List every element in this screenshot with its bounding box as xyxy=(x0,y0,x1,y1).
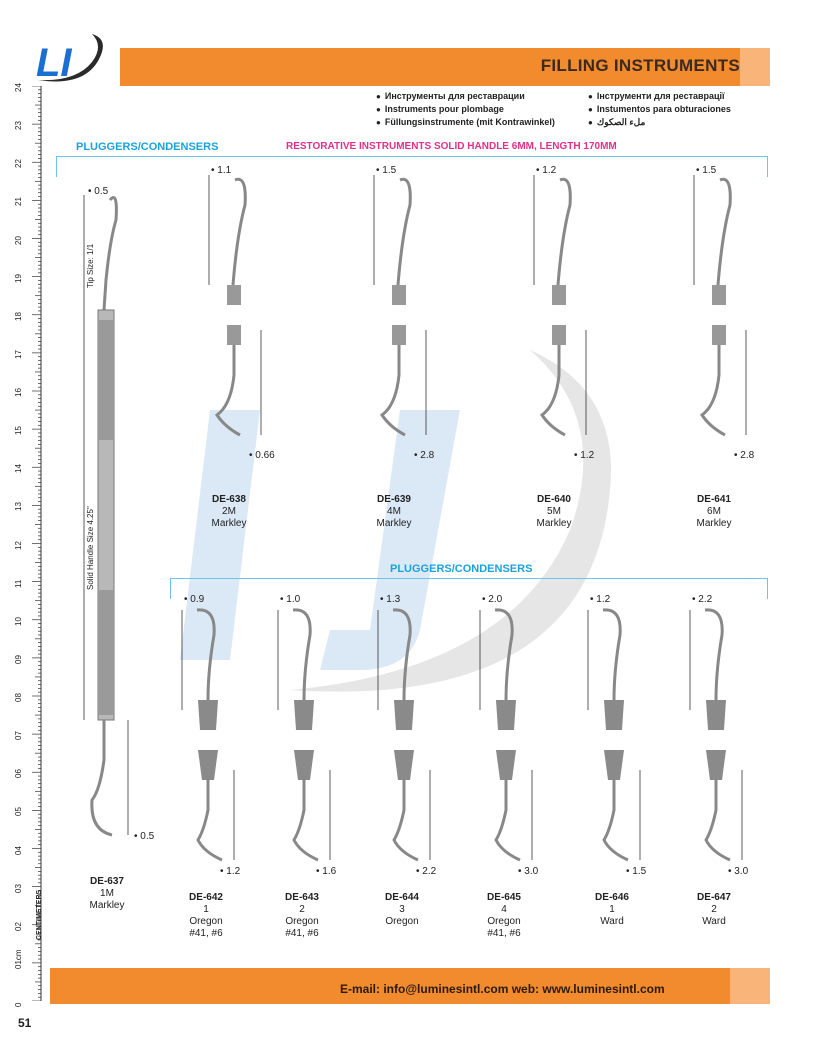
de637-top-dim: 0.5 xyxy=(94,186,109,197)
product-row1-3 xyxy=(674,494,754,530)
ruler-mark-label: 06 xyxy=(14,769,23,779)
instrument-row2-5 xyxy=(680,590,770,890)
product-code: DE-640 xyxy=(537,494,571,505)
row1-top-dim: • 1.5 xyxy=(696,165,717,176)
ruler xyxy=(30,86,42,1001)
ruler-mark-label: 04 xyxy=(14,845,23,855)
ruler-mark-label: 22 xyxy=(14,159,23,169)
ruler-mark-label: 11 xyxy=(14,579,23,588)
ruler-mark-label: 20 xyxy=(14,235,23,245)
row2-top-dim: • 1.2 xyxy=(590,594,611,605)
page-number: 51 xyxy=(18,1016,32,1030)
page-title: FILLING INSTRUMENTS xyxy=(540,56,740,75)
product-size: 2 xyxy=(711,904,717,915)
lang-ru: Инструменты для реставрации xyxy=(384,91,525,101)
instrument-row1-3 xyxy=(680,165,770,465)
product-name: Markley xyxy=(376,518,412,529)
instrument-row2-2 xyxy=(368,590,458,890)
row2-top-dim: • 1.3 xyxy=(380,594,401,605)
product-name: Ward xyxy=(600,916,624,927)
product-size: 1 xyxy=(203,904,209,915)
ruler-mark-label: 13 xyxy=(14,502,23,512)
ruler-mark-label: 08 xyxy=(14,693,23,702)
ruler-mark-label: 23 xyxy=(14,121,23,131)
product-size: 4M xyxy=(387,506,401,517)
row2-top-dim: • 0.9 xyxy=(184,594,205,605)
instrument-row2-1 xyxy=(268,590,358,890)
ruler-mark-label: 16 xyxy=(14,388,23,397)
row1-top-dim: • 1.5 xyxy=(376,165,397,176)
ruler-mark-label: 07 xyxy=(14,731,23,741)
ruler-mark-label: 10 xyxy=(14,616,23,626)
row1-bottom-dim: • 2.8 xyxy=(734,450,755,461)
product-code: DE-644 xyxy=(385,892,419,903)
product-code: DE-642 xyxy=(189,892,223,903)
svg-text:LI: LI xyxy=(36,41,72,85)
row1-top-dim: • 1.2 xyxy=(536,165,557,176)
row2-bottom-dim: • 1.2 xyxy=(220,866,241,877)
row2-bottom-dim: • 1.5 xyxy=(626,866,647,877)
product-name: Markley xyxy=(696,518,732,529)
ruler-mark-label: 03 xyxy=(14,883,23,893)
company-logo xyxy=(30,30,110,90)
product-row1-1 xyxy=(354,494,434,530)
ruler-mark-label: 19 xyxy=(14,273,23,283)
ruler-mark-label: 12 xyxy=(14,540,23,550)
lang-es: Instumentos para obturaciones xyxy=(596,104,731,114)
ruler-mark-label: 17 xyxy=(14,349,23,359)
de637-tip-label: Tip Size: 1/1 xyxy=(86,243,95,288)
row2-top-dim: • 2.0 xyxy=(482,594,503,605)
product-size: 1M xyxy=(100,888,114,899)
section2-title: PLUGGERS/CONDENSERS xyxy=(390,563,533,575)
row2-top-dim: • 2.2 xyxy=(692,594,713,605)
languages-col2: ● Інструменти для реставрації ● Instumentos para obturaciones ● ملء الصكوك xyxy=(588,91,731,127)
de637-handle-label: Solid Handle Size 4.25" xyxy=(86,506,95,590)
product-size: 1 xyxy=(609,904,615,915)
product-code: DE-645 xyxy=(487,892,521,903)
lang-fr: Instruments pour plombage xyxy=(384,104,504,114)
product-size: 2M xyxy=(222,506,236,517)
product-row2-4 xyxy=(572,892,652,928)
product-code: DE-638 xyxy=(212,494,246,505)
product-row1-0 xyxy=(189,494,269,530)
ruler-mark-label: 01cm xyxy=(14,949,23,969)
product-size: 6M xyxy=(707,506,721,517)
ruler-unit-label: CENTIMETERS xyxy=(36,889,43,940)
ruler-mark-label: 14 xyxy=(14,464,23,474)
product-name: Ward xyxy=(702,916,726,927)
product-extra: #41, #6 xyxy=(487,928,521,939)
lang-ar: ملء الصكوك xyxy=(596,117,646,127)
product-name: Oregon xyxy=(285,916,319,927)
instrument-row2-0 xyxy=(172,590,262,890)
ruler-mark-label: 02 xyxy=(14,921,23,931)
product-extra: #41, #6 xyxy=(189,928,223,939)
de637-bottom-dim: 0.5 xyxy=(140,831,155,842)
product-code: DE-641 xyxy=(697,494,731,505)
section1-title: PLUGGERS/CONDENSERS xyxy=(76,141,219,153)
section1-subtitle: RESTORATIVE INSTRUMENTS SOLID HANDLE 6MM, LENGTH 170MM xyxy=(286,141,617,152)
product-code: DE-646 xyxy=(595,892,629,903)
product-size: 2 xyxy=(299,904,305,915)
ruler-mark-label: 15 xyxy=(14,426,23,436)
ruler-mark-label: 18 xyxy=(14,311,23,321)
product-row2-2 xyxy=(362,892,442,928)
product-row2-5 xyxy=(674,892,754,928)
ruler-mark-label: 24 xyxy=(14,83,23,92)
product-name: Oregon xyxy=(487,916,521,927)
product-code: DE-647 xyxy=(697,892,731,903)
instrument-row2-4 xyxy=(578,590,668,890)
footer-contact: E-mail: info@luminesintl.com web: www.luminesintl.com xyxy=(340,982,665,996)
product-de637 xyxy=(67,876,147,912)
row1-top-dim: • 1.1 xyxy=(211,165,232,176)
product-code: DE-637 xyxy=(90,876,124,887)
instrument-row1-2 xyxy=(520,165,610,465)
ruler-mark-label: 09 xyxy=(14,654,23,664)
row2-bottom-dim: • 3.0 xyxy=(728,866,749,877)
product-extra: #41, #6 xyxy=(285,928,319,939)
product-name: Markley xyxy=(211,518,247,529)
product-name: Markley xyxy=(89,900,125,911)
ruler-mark-label: 0 xyxy=(14,1002,23,1007)
product-row2-0 xyxy=(166,892,246,940)
row2-top-dim: • 1.0 xyxy=(280,594,301,605)
ruler-mark-label: 21 xyxy=(14,197,23,207)
product-name: Oregon xyxy=(189,916,223,927)
row2-bottom-dim: • 2.2 xyxy=(416,866,437,877)
instrument-row1-1 xyxy=(360,165,450,465)
lang-uk: Інструменти для реставрації xyxy=(596,91,725,101)
product-size: 3 xyxy=(399,904,405,915)
instrument-row1-0 xyxy=(195,165,285,465)
product-row1-2 xyxy=(514,494,594,530)
languages-col1: ● Инструменты для реставрации ● Instruments pour plombage ● Füllungsinstrumente (mit Kontrawinkel) xyxy=(376,91,555,127)
instrument-row2-3 xyxy=(470,590,560,890)
product-row2-3 xyxy=(464,892,544,940)
product-name: Oregon xyxy=(385,916,419,927)
product-size: 4 xyxy=(501,904,507,915)
product-code: DE-643 xyxy=(285,892,319,903)
row2-bottom-dim: • 1.6 xyxy=(316,866,337,877)
row2-bottom-dim: • 3.0 xyxy=(518,866,539,877)
product-row2-1 xyxy=(262,892,342,940)
product-name: Markley xyxy=(536,518,572,529)
lang-de: Füllungsinstrumente (mit Kontrawinkel) xyxy=(384,117,555,127)
row1-bottom-dim: • 2.8 xyxy=(414,450,435,461)
row1-bottom-dim: • 1.2 xyxy=(574,450,595,461)
row1-bottom-dim: • 0.66 xyxy=(249,450,275,461)
product-code: DE-639 xyxy=(377,494,411,505)
product-size: 5M xyxy=(547,506,561,517)
ruler-mark-label: 05 xyxy=(14,807,23,817)
